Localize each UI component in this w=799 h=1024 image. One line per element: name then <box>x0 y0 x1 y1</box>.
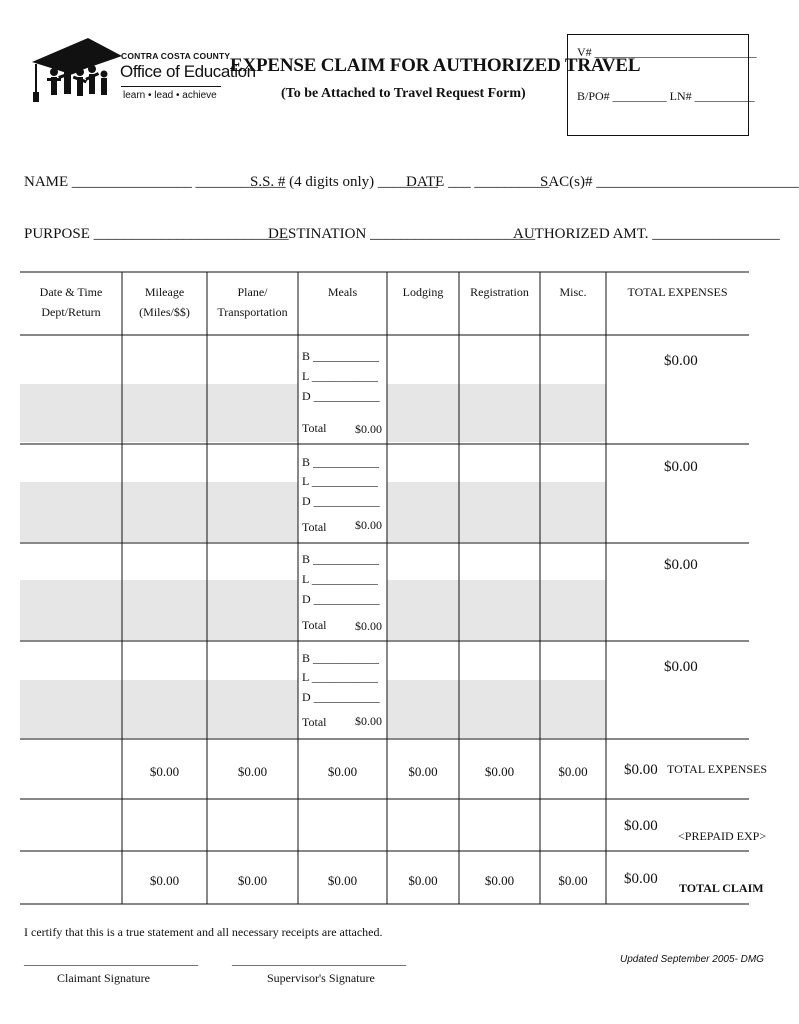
form-title: EXPENSE CLAIM FOR AUTHORIZED TRAVEL <box>230 55 641 76</box>
shade-band <box>20 482 298 542</box>
meal-lunch-field[interactable]: L ___________ <box>302 572 378 586</box>
shade-band <box>387 482 606 542</box>
total-lodging: $0.00 <box>408 764 438 779</box>
claimant-signature-line[interactable]: _____________________________ <box>24 953 198 967</box>
meal-dinner-field[interactable]: D ___________ <box>302 690 380 704</box>
header-mileage <box>122 282 207 322</box>
form-subtitle: (To be Attached to Travel Request Form) <box>281 86 526 101</box>
meal-total-value: $0.00 <box>355 518 382 532</box>
total-misc: $0.00 <box>558 764 588 779</box>
claim-meals: $0.00 <box>327 873 358 888</box>
meal-dinner-field[interactable]: D ___________ <box>302 592 380 606</box>
meal-total-value: $0.00 <box>355 422 382 436</box>
header-plane-line2: Transportation <box>217 305 288 319</box>
total-claim-label: TOTAL CLAIM <box>679 881 764 895</box>
meal-dinner-field[interactable]: D ___________ <box>302 494 380 508</box>
meal-total-label: Total <box>302 618 327 632</box>
meal-dinner-field[interactable]: D ___________ <box>302 389 380 403</box>
shade-band <box>20 680 298 738</box>
shade-band <box>20 384 298 442</box>
row-total-value: $0.00 <box>664 659 698 675</box>
sac-field[interactable]: SAC(s)# ___________________________ <box>540 174 799 190</box>
header-plane <box>207 282 298 322</box>
header-datetime-line2: Dept/Return <box>41 305 101 319</box>
meal-lunch-field[interactable]: L ___________ <box>302 369 378 383</box>
name-field[interactable]: NAME ________________ ____________ <box>24 174 286 190</box>
claim-misc: $0.00 <box>558 873 588 888</box>
prepaid-expenses-value: $0.00 <box>624 818 658 834</box>
shade-band <box>387 384 606 442</box>
total-plane: $0.00 <box>237 764 268 779</box>
total-expenses-value: $0.00 <box>624 762 658 778</box>
row-total-value: $0.00 <box>664 353 698 369</box>
ss-field[interactable]: S.S. # (4 digits only) ________ <box>250 174 438 190</box>
prepaid-expenses-label: <PREPAID EXP> <box>678 829 767 843</box>
header-registration: Registration <box>470 285 529 299</box>
meal-total-value: $0.00 <box>355 619 382 633</box>
meal-lunch-field[interactable]: L ___________ <box>302 670 378 684</box>
meal-lunch-field[interactable]: L ___________ <box>302 474 378 488</box>
total-claim-value: $0.00 <box>624 871 658 887</box>
total-mileage: $0.00 <box>149 764 180 779</box>
supervisor-signature-line[interactable]: _____________________________ <box>232 953 406 967</box>
shade-band <box>387 580 606 640</box>
header-meals: Meals <box>327 285 358 299</box>
header-mileage-line2: (Miles/$$) <box>139 305 190 319</box>
header-mileage-line1: Mileage <box>144 285 185 299</box>
bpo-ln-field[interactable]: B/PO# _________ LN# __________ <box>577 89 755 103</box>
header-datetime <box>20 282 122 322</box>
total-registration: $0.00 <box>484 764 515 779</box>
meal-total-value: $0.00 <box>355 714 382 728</box>
purpose-field[interactable]: PURPOSE __________________________ <box>24 226 289 242</box>
shade-band <box>387 680 606 738</box>
row-total-value: $0.00 <box>664 557 698 573</box>
header-lodging: Lodging <box>402 285 444 299</box>
meal-breakfast-field[interactable]: B ___________ <box>302 349 380 363</box>
meal-total-label: Total <box>302 715 327 729</box>
claim-lodging: $0.00 <box>408 873 438 888</box>
header-datetime-line1: Date & Time <box>39 285 103 299</box>
claim-mileage: $0.00 <box>149 873 180 888</box>
claimant-signature-label: Claimant Signature <box>57 971 150 985</box>
logo-tagline: learn • lead • achieve <box>123 90 217 101</box>
claim-registration: $0.00 <box>484 873 515 888</box>
destination-field[interactable]: DESTINATION ______________________ <box>268 226 536 242</box>
logo-office-text: Office of Education <box>120 62 256 81</box>
updated-note: Updated September 2005- DMG <box>620 954 764 965</box>
meal-breakfast-field[interactable]: B ___________ <box>302 455 380 469</box>
row-total-value: $0.00 <box>664 459 698 475</box>
meal-total-label: Total <box>302 520 327 534</box>
certification-statement: I certify that this is a true statement and all necessary receipts are attached. <box>24 925 383 939</box>
total-meals: $0.00 <box>327 764 358 779</box>
meal-total-label: Total <box>302 421 327 435</box>
authorized-amount-field[interactable]: AUTHORIZED AMT. _________________ <box>513 226 780 242</box>
header-plane-line1: Plane/ <box>237 285 268 299</box>
shade-band <box>20 580 298 640</box>
claim-plane: $0.00 <box>237 873 268 888</box>
total-expenses-label: TOTAL EXPENSES <box>667 762 768 776</box>
supervisor-signature-label: Supervisor's Signature <box>267 971 375 985</box>
date-field[interactable]: DATE ___ __________ <box>406 174 550 190</box>
logo-county-text: CONTRA COSTA COUNTY <box>121 51 231 61</box>
voucher-number-field[interactable]: V# ___________________________ <box>577 45 757 59</box>
header-misc: Misc. <box>559 285 587 299</box>
meal-breakfast-field[interactable]: B ___________ <box>302 651 380 665</box>
meal-breakfast-field[interactable]: B ___________ <box>302 552 380 566</box>
header-total-expenses: TOTAL EXPENSES <box>627 285 728 299</box>
